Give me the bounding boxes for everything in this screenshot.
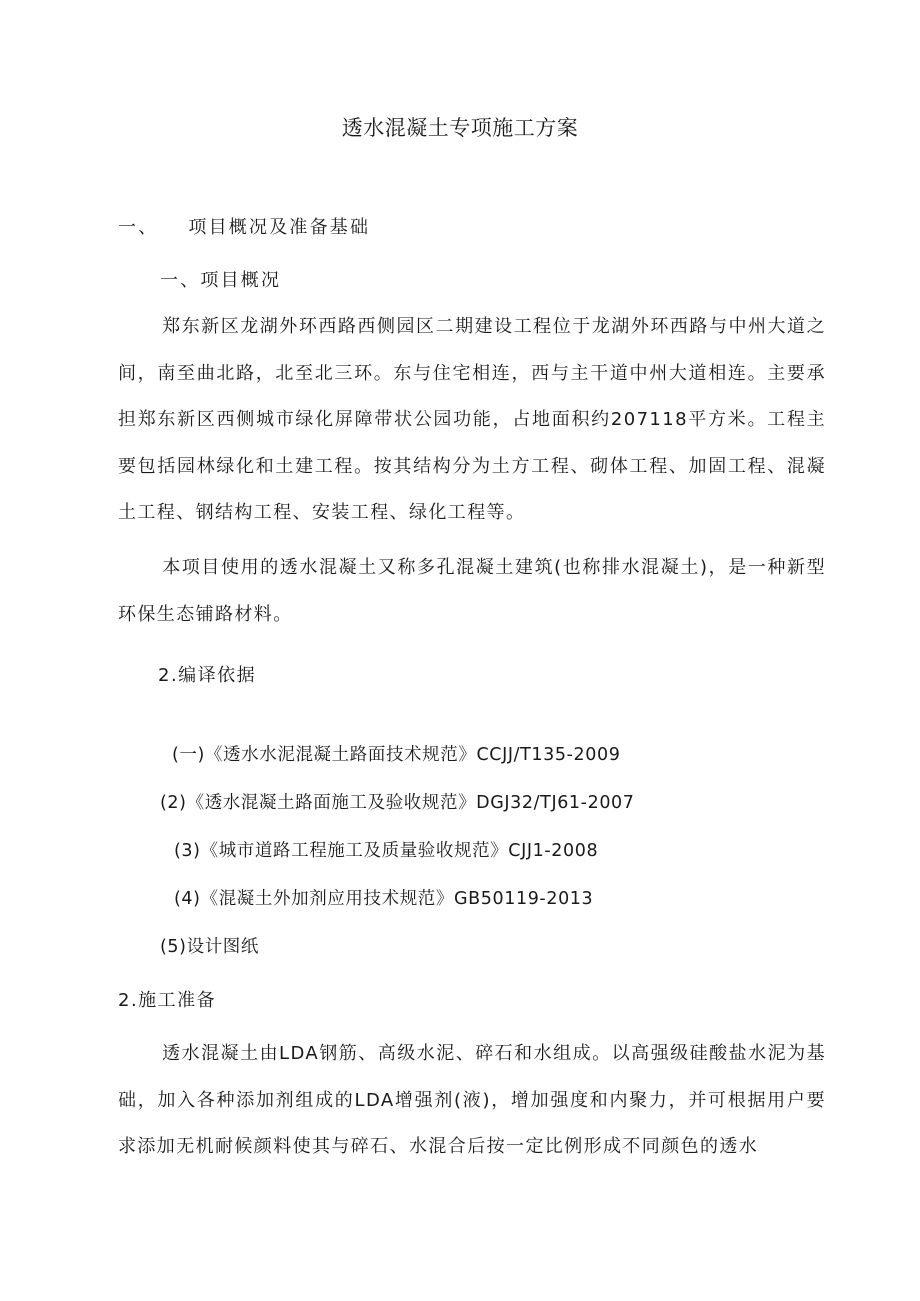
- section-heading: [118, 213, 370, 239]
- material-paragraph: [118, 545, 826, 638]
- preparation-paragraph-text: 透水混凝土由LDA钢筋、高级水泥、碎石和水组成。以高强级硅酸盐水泥为基础，加入各种添加剂组成的LDA增强剂(液)，增加强度和内聚力，并可根据用户要求添加无机耐候颜料使其与碎石、水混合后按一定比例形成不同颜色的透水: [118, 1043, 826, 1157]
- reference-item: (4)《混凝土外加剂应用技术规范》GB50119-2013: [174, 889, 594, 909]
- reference-item: (2)《透水混凝土路面施工及验收规范》DGJ32/TJ61-2007: [160, 793, 635, 813]
- subsection-heading-basis: 2.编译依据: [158, 665, 257, 686]
- reference-item: (一)《透水水泥混凝土路面技术规范》CCJJ/T135-2009: [172, 745, 621, 765]
- subsection-heading-overview: 一、项目概况: [160, 270, 282, 291]
- section-heading-text: 项目概况及准备基础: [188, 217, 371, 238]
- section-heading-number: 一、: [118, 217, 159, 238]
- reference-item: (3)《城市道路工程施工及质量验收规范》CJJ1-2008: [174, 841, 599, 861]
- reference-item: (5)设计图纸: [160, 937, 259, 957]
- section-heading-preparation: 2.施工准备: [118, 990, 217, 1011]
- document-title: 透水混凝土专项施工方案: [341, 116, 579, 140]
- material-paragraph-text: 本项目使用的透水混凝土又称多孔混凝土建筑(也称排水混凝土)，是一种新型环保生态铺路材料。: [118, 557, 826, 625]
- preparation-paragraph: [118, 1031, 826, 1171]
- overview-paragraph: [118, 304, 826, 537]
- overview-paragraph-text: 郑东新区龙湖外环西路西侧园区二期建设工程位于龙湖外环西路与中州大道之间，南至曲北路，北至北三环。东与住宅相连，西与主干道中州大道相连。主要承担郑东新区西侧城市绿化屏障带状公园功能，占地面积约207118平方米。工程主要包括园林绿化和土建工程。按其结构分为土方工程、砌体工程、加固工程、混凝土工程、钢结构工程、安装工程、绿化工程等。: [118, 316, 826, 523]
